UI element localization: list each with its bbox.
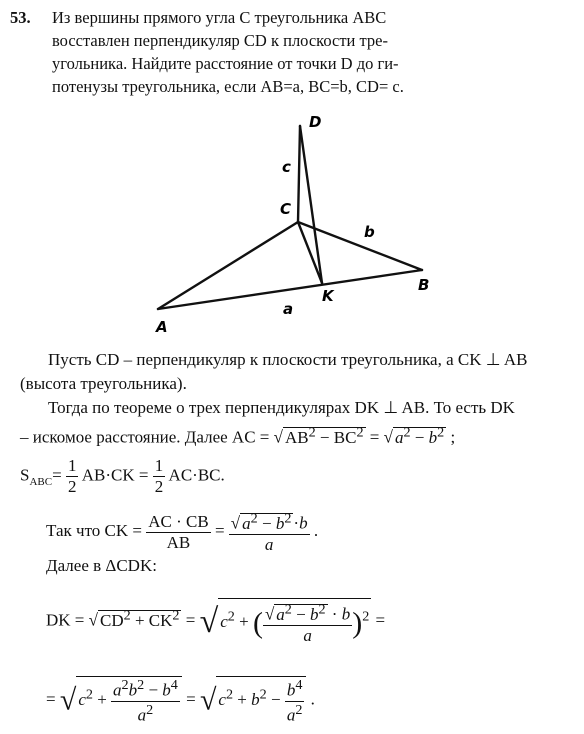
label-D: D: [309, 113, 322, 131]
label-c: c: [282, 158, 291, 176]
problem-line-1: Из вершины прямого угла C треугольника ABC: [52, 8, 387, 27]
geometry-figure: [150, 104, 440, 344]
formula-area: $S_{ABC}=$ $\frac{1}{2}$ AB·CK = $\frac{1}{2}$ AC·BC.: [20, 456, 225, 496]
formula-ck: Так что CK = $\frac{AC \cdot CB}{AB}$ = $\frac{√ a^2 - b^2 \cdot b}{a}$ .: [46, 510, 319, 554]
segment-DC: [298, 126, 300, 222]
segment-DK: [300, 126, 322, 283]
segment-AC: [158, 222, 298, 309]
problem-statement: [10, 6, 570, 98]
label-b: b: [364, 223, 375, 241]
solution-paragraph-1: Пусть CD – перпендикуляр к плоскости треугольника, а CK ⊥ AB (высота треугольника). Тогда по теореме о трех перпендикулярах DK ⊥ AB. То есть DK: [20, 350, 528, 417]
label-A: A: [156, 318, 168, 336]
label-C: C: [280, 200, 292, 218]
problem-number: 53.: [10, 8, 31, 27]
problem-line-4: потенузы треугольника, если AB=a, BC=b, CD= c.: [52, 77, 404, 96]
heading-cdk: Далее в ΔCDK:: [46, 556, 157, 575]
problem-line-2: восставлен перпендикуляр CD к плоскости тре-: [52, 31, 388, 50]
formula-dk: DK = √ $CD^2 + CK^2$ = √ $c^2$ + ( $\frac{√ a^2 - b^2 \cdot b}{a}$ )$^2$ =: [46, 598, 385, 646]
label-K: K: [322, 287, 334, 305]
label-a: a: [283, 300, 294, 318]
label-B: B: [418, 276, 430, 294]
formula-dk-final: = √ $c^2$ + $\frac{a^2b^2 - b^4}{a^2}$ = √ $c^2 + b^2$ − $\frac{b^4}{a^2}$ .: [46, 677, 315, 725]
problem-line-3: угольника. Найдите расстояние от точки D до ги-: [52, 54, 399, 73]
formula-ac: – искомое расстояние. Далее AC = √ $AB^2 - BC^2$ = √ $a^2 - b^2$ ;: [20, 424, 456, 447]
